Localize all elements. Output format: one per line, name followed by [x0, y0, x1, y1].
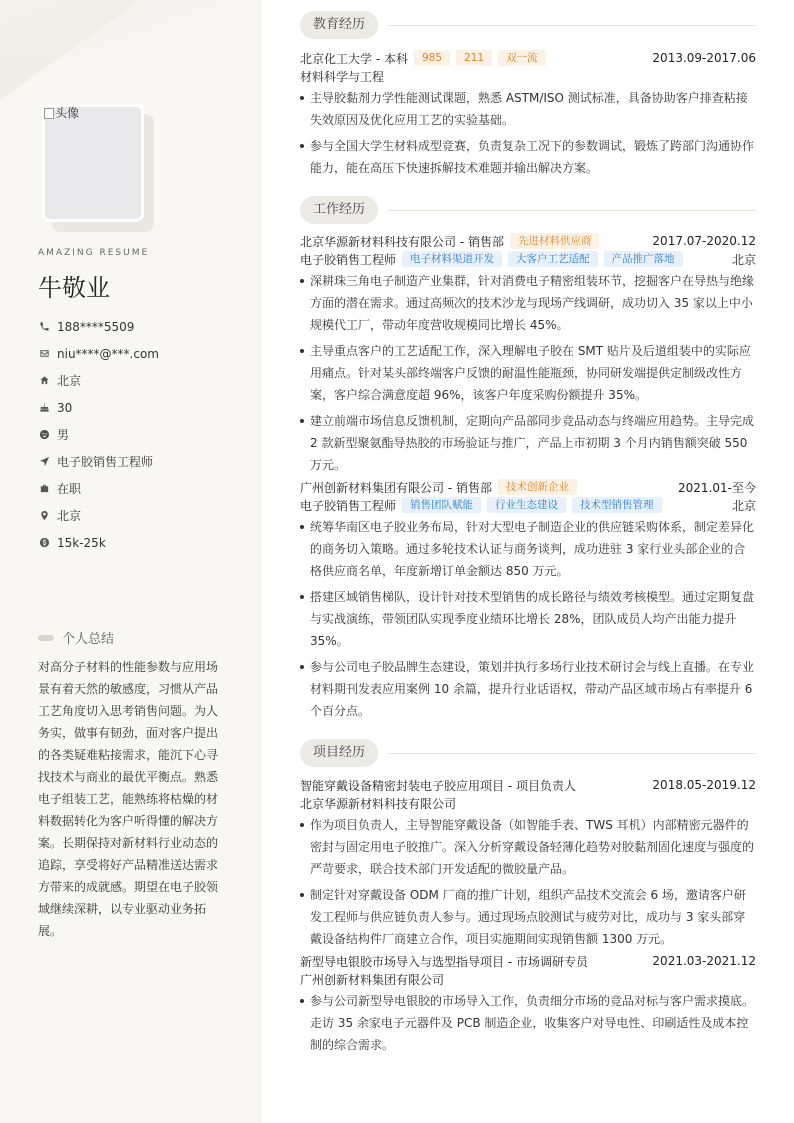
role-tag: 电子材料渠道开发	[402, 251, 502, 267]
candidate-name: 牛敬业	[38, 274, 110, 302]
info-home	[38, 367, 159, 394]
info-text: 男	[57, 428, 70, 442]
project-bullets	[300, 814, 756, 950]
mail-icon	[38, 348, 50, 360]
list-item: 参与全国大学生材料成型竞赛，负责复杂工况下的参数调试，锻炼了跨部门沟通协作能力，能在高压下快速拆解技术难题并输出解决方案。	[300, 135, 756, 179]
work-header	[300, 232, 756, 250]
work-entry	[300, 478, 756, 726]
info-text: 188****5509	[57, 319, 135, 334]
resume-label: AMAZING RESUME	[38, 248, 150, 258]
send-icon	[38, 456, 50, 468]
list-item: 参与公司电子胶品牌生态建设，策划并执行多场行业技术研讨会与线上直播。在专业材料期刊发表应用案例 10 余篇，提升行业话语权，带动产品区域市场占有率提升 6 个百分点。	[300, 656, 756, 722]
work-date: 2017.07-2020.12	[652, 234, 756, 248]
home-icon	[38, 375, 50, 387]
summary-bar-decoration	[38, 635, 54, 641]
sidebar	[0, 0, 262, 1123]
list-item: 建立前端市场信息反馈机制，定期向产品部同步竞品动态与终端应用趋势。主导完成 2 款新型聚氨酯导热胶的市场验证与推广，产品上市初期 3 个月内销售额突破 550 万元。	[300, 410, 756, 476]
project-company: 北京华源新材料科技有限公司	[300, 796, 457, 811]
project-company-row	[300, 794, 756, 812]
section-heading-projects	[300, 739, 756, 767]
phone-icon	[38, 321, 50, 333]
list-item: 搭建区域销售梯队，设计针对技术型销售的成长路径与绩效考核模型。通过定期复盘与实战演练，带领团队实现季度业绩环比增长 28%，团队成员人均产出能力提升 35%。	[300, 586, 756, 652]
project-date: 2018.05-2019.12	[652, 778, 756, 792]
location-pin-icon	[38, 510, 50, 522]
section-divider	[388, 753, 756, 754]
list-item: 主导重点客户的工艺适配工作，深入理解电子胶在 SMT 贴片及后道组装中的实际应用痛点。针对某头部终端客户反馈的耐温性能瓶颈，协同研发端提供定制级改性方案，客户综合满意度超 96%，该客户年度采购份额提升 35%。	[300, 340, 756, 406]
section-heading-work	[300, 196, 756, 224]
info-age	[38, 394, 159, 421]
info-text: 北京	[57, 509, 82, 523]
company-name: 广州创新材料集团有限公司 - 销售部	[300, 480, 492, 495]
list-item: 参与公司新型导电银胶的市场导入工作，负责细分市场的竞品对标与客户需求摸底。走访 35 余家电子元器件及 PCB 制造企业，收集客户对导电性、印刷适性及成本控制的综合需求。	[300, 990, 756, 1056]
project-entry	[300, 776, 756, 954]
project-date: 2021.03-2021.12	[652, 954, 756, 968]
avatar	[42, 104, 154, 232]
education-date: 2013.09-2017.06	[652, 51, 756, 65]
project-header	[300, 776, 756, 794]
role-tag: 产品推广落地	[604, 251, 683, 267]
section-divider	[388, 25, 756, 26]
info-text: 电子胶销售工程师	[57, 455, 154, 469]
contact-info-list	[38, 313, 159, 556]
briefcase-icon	[38, 483, 50, 495]
work-role-row	[300, 250, 756, 268]
info-phone	[38, 313, 159, 340]
project-name: 智能穿戴设备精密封装电子胶应用项目 - 项目负责人	[300, 778, 576, 793]
major: 材料科学与工程	[300, 69, 385, 84]
salary-icon	[38, 537, 50, 549]
list-item: 深耕珠三角电子制造产业集群，针对消费电子精密组装环节，挖掘客户在导热与绝缘方面的潜在需求。通过高频次的技术沙龙与现场产线调研，成功切入 35 家以上中小规模代工厂，带动年度营收规模同比增长 45%。	[300, 270, 756, 336]
avatar-alt-label: 头像	[55, 106, 80, 120]
school-tag: 双一流	[498, 50, 546, 66]
cake-icon	[38, 402, 50, 414]
school-tag: 985	[414, 50, 450, 66]
company-tag: 先进材料供应商	[510, 233, 600, 249]
school-name: 北京化工大学 - 本科	[300, 51, 408, 66]
summary-title: 个人总结	[62, 632, 115, 647]
info-email	[38, 340, 159, 367]
decorative-gradient	[0, 0, 262, 60]
work-date: 2021.01-至今	[678, 480, 756, 495]
school-tag: 211	[456, 50, 492, 66]
education-header	[300, 49, 756, 67]
work-city: 北京	[731, 252, 756, 267]
project-entry	[300, 952, 756, 1060]
section-title: 教育经历	[300, 11, 378, 39]
avatar-frame	[42, 104, 144, 222]
project-company: 广州创新材料集团有限公司	[300, 972, 445, 987]
work-role-row	[300, 496, 756, 514]
section-title: 项目经历	[300, 739, 378, 767]
work-header	[300, 478, 756, 496]
company-name: 北京华源新材料科技有限公司 - 销售部	[300, 234, 504, 249]
job-role: 电子胶销售工程师	[300, 498, 397, 513]
work-bullets	[300, 516, 756, 722]
project-header	[300, 952, 756, 970]
list-item: 作为项目负责人，主导智能穿戴设备（如智能手表、TWS 耳机）内部精密元器件的密封与固定用电子胶推广。深入分析穿戴设备轻薄化趋势对胶黏剂固化速度与强度的严苛要求，联合技术部门开发适配的微胶量产品。	[300, 814, 756, 880]
info-text: 在职	[57, 482, 82, 496]
section-title: 工作经历	[300, 196, 378, 224]
info-text: 北京	[57, 374, 82, 388]
project-bullets	[300, 990, 756, 1056]
role-tag: 技术型销售管理	[572, 497, 662, 513]
section-heading-education	[300, 11, 756, 39]
info-text: 30	[57, 400, 73, 415]
education-major-row	[300, 67, 756, 85]
list-item: 制定针对穿戴设备 ODM 厂商的推广计划，组织产品技术交流会 6 场，邀请客户研发工程师与供应链负责人参与。通过现场点胶测试与疲劳对比，成功与 3 家头部穿戴设备结构件厂商建立合作，项目实施期间实现销售额 1300 万元。	[300, 884, 756, 950]
work-bullets	[300, 270, 756, 476]
role-tag: 销售团队赋能	[402, 497, 481, 513]
education-bullets	[300, 87, 756, 179]
project-name: 新型导电银胶市场导入与选型指导项目 - 市场调研专员	[300, 954, 588, 969]
summary-heading	[38, 628, 114, 647]
work-entry	[300, 232, 756, 480]
role-tag: 行业生态建设	[487, 497, 566, 513]
info-salary	[38, 529, 159, 556]
role-tag: 大客户工艺适配	[508, 251, 598, 267]
company-tag: 技术创新企业	[498, 479, 577, 495]
info-gender	[38, 421, 159, 448]
info-status	[38, 475, 159, 502]
list-item: 统筹华南区电子胶业务布局，针对大型电子制造企业的供应链采购体系，制定差异化的商务切入策略。通过多轮技术认证与商务谈判，成功进驻 3 家行业头部企业的合格供应商名单，年度新增订单金额达 850 万元。	[300, 516, 756, 582]
work-city: 北京	[731, 498, 756, 513]
info-target-position	[38, 448, 159, 475]
job-role: 电子胶销售工程师	[300, 252, 397, 267]
education-entry	[300, 49, 756, 183]
section-divider	[388, 210, 756, 211]
project-company-row	[300, 970, 756, 988]
avatar-alt-text	[44, 104, 79, 121]
info-text: 15k-25k	[57, 535, 106, 550]
list-item: 主导胶黏剂力学性能测试课题，熟悉 ASTM/ISO 测试标准，具备协助客户排查粘接失效原因及优化应用工艺的实验基础。	[300, 87, 756, 131]
gender-icon	[38, 429, 50, 441]
broken-image-icon	[44, 108, 54, 119]
summary-text: 对高分子材料的性能参数与应用场景有着天然的敏感度，习惯从产品工艺角度切入思考销售问题。为人务实，做事有韧劲，面对客户提出的各类疑难粘接需求，能沉下心寻找技术与商业的最优平衡点。熟悉电子组装工艺，能熟练将枯燥的材料数据转化为客户听得懂的解决方案。长期保持对新材料行业动态的追踪，享受将好产品精准送达需求方带来的成就感。期望在电子胶领域继续深耕，以专业驱动业务拓展。	[38, 660, 219, 938]
info-text: niu****@***.com	[57, 346, 159, 361]
info-location	[38, 502, 159, 529]
